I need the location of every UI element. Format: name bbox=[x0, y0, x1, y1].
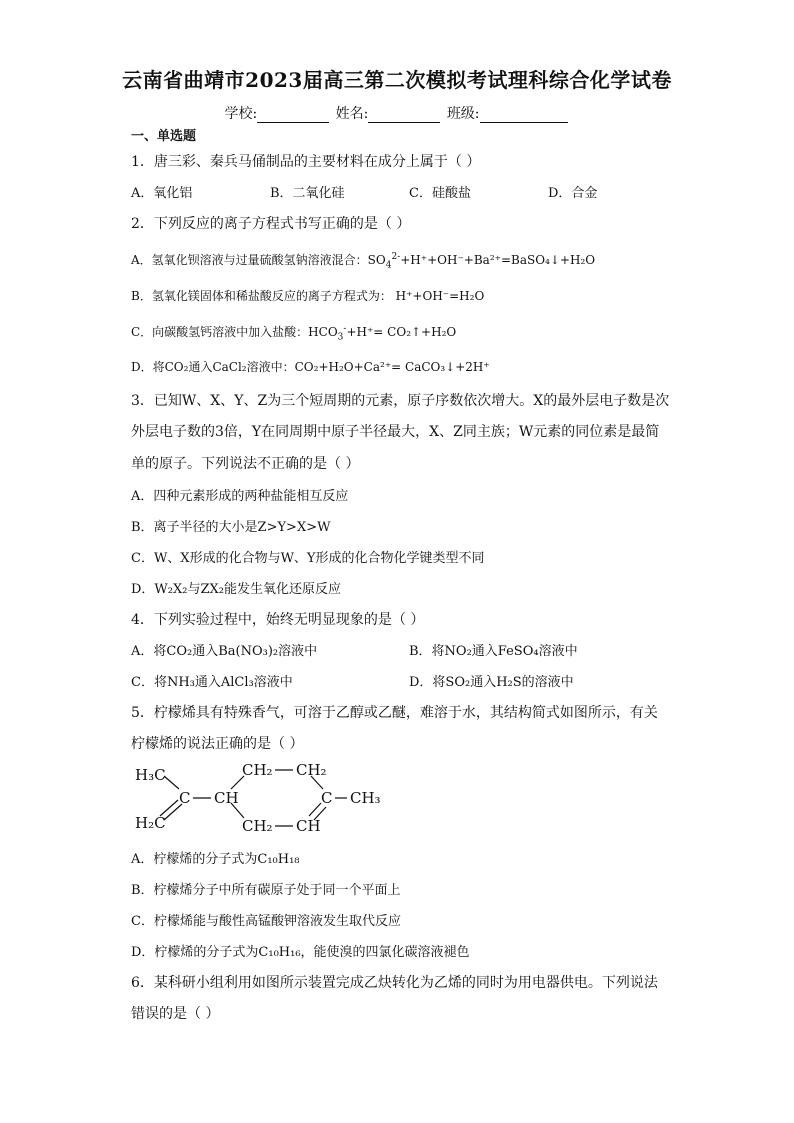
struct-ch2-top-left: CH₂ bbox=[242, 761, 273, 779]
q1-stem: 1．唐三彩、秦兵马俑制品的主要材料在成分上属于（ ） bbox=[131, 154, 481, 170]
struct-ch: CH bbox=[214, 789, 239, 807]
school-blank[interactable] bbox=[257, 108, 329, 123]
q1-option-d: D．合金 bbox=[548, 186, 598, 201]
struct-c1: C bbox=[179, 789, 191, 807]
q1-option-a: A．氧化铝 bbox=[131, 186, 193, 201]
struct-ch2-top-right: CH₂ bbox=[296, 761, 327, 779]
page-title: 云南省曲靖市2023届高三第二次模拟考试理科综合化学试卷 bbox=[122, 68, 672, 92]
q4-stem: 4．下列实验过程中，始终无明显现象的是（ ） bbox=[131, 612, 425, 628]
name-blank[interactable] bbox=[368, 108, 440, 123]
q5-stem-line2: 柠檬烯的说法正确的是（ ） bbox=[131, 736, 304, 752]
q4-option-a: A．将CO₂通入Ba(NO₃)₂溶液中 bbox=[131, 644, 318, 659]
q3-option-c: C．W、X形成的化合物与W、Y形成的化合物化学键类型不同 bbox=[131, 551, 485, 566]
section-heading: 一、单选题 bbox=[131, 129, 197, 144]
q5-option-a: A．柠檬烯的分子式为C₁₀H₁₈ bbox=[131, 852, 300, 867]
q3-option-d: D．W₂X₂与ZX₂能发生氧化还原反应 bbox=[131, 582, 341, 597]
q5-option-c: C．柠檬烯能与酸性高锰酸钾溶液发生取代反应 bbox=[131, 914, 401, 929]
q2-option-d: D．将CO₂通入CaCl₂溶液中：CO₂+H₂O+Ca²⁺= CaCO₃↓+2H⁺ bbox=[131, 360, 490, 374]
q2-stem: 2．下列反应的离子方程式书写正确的是（ ） bbox=[131, 216, 411, 232]
q4-option-b: B．将NO₂通入FeSO₄溶液中 bbox=[409, 644, 578, 659]
struct-h2c: H₂C bbox=[135, 814, 166, 832]
struct-ch2-bottom: CH₂ bbox=[242, 817, 273, 835]
school-label: 学校: bbox=[224, 106, 258, 122]
q4-option-c: C．将NH₃通入AlCl₃溶液中 bbox=[131, 675, 293, 690]
q6-stem-line2: 错误的是（ ） bbox=[131, 1006, 220, 1022]
q4-option-d: D．将SO₂通入H₂S的溶液中 bbox=[409, 675, 574, 690]
q3-stem-line3: 单的原子。下列说法不正确的是（ ） bbox=[131, 456, 360, 472]
q5-option-b: B．柠檬烯分子中所有碳原子处于同一个平面上 bbox=[131, 883, 401, 898]
q2-option-a: A．氢氧化钡溶液与过量硫酸氢钠溶液混合：$SO_4^{2-}+H^++OH^-+Ba^{2+}=BaSO_4↓+H_2O$ bbox=[131, 252, 596, 271]
q3-option-a: A．四种元素形成的两种盐能相互反应 bbox=[131, 489, 349, 504]
q5-stem-line1: 5．柠檬烯具有特殊香气，可溶于乙醇或乙醚，难溶于水，其结构简式如图所示，有关 bbox=[131, 705, 658, 721]
class-label: 班级: bbox=[446, 106, 480, 122]
name-label: 姓名: bbox=[335, 106, 369, 122]
struct-ch-bottom: CH bbox=[296, 817, 321, 835]
struct-c2: C bbox=[321, 789, 333, 807]
student-info bbox=[0, 103, 794, 123]
q2-option-b: B．氢氧化镁固体和稀盐酸反应的离子方程式为： H⁺+OH⁻=H₂O bbox=[131, 289, 485, 303]
struct-ch3: CH₃ bbox=[350, 789, 381, 807]
q2-option-c: C．向碳酸氢钙溶液中加入盐酸：$HCO_3^-+H^+=$ CO₂↑+H₂O bbox=[131, 324, 457, 343]
q3-option-b: B．离子半径的大小是Z>Y>X>W bbox=[131, 520, 331, 535]
q6-stem-line1: 6．某科研小组利用如图所示装置完成乙炔转化为乙烯的同时为用电器供电。下列说法 bbox=[131, 975, 658, 991]
limonene-structure-diagram bbox=[131, 758, 391, 838]
q5-option-d: D．柠檬烯的分子式为C₁₀H₁₆，能使溴的四氯化碳溶液褪色 bbox=[131, 945, 470, 960]
q3-stem-line2: 外层电子数的3倍，Y在同周期中原子半径最大，X、Z同主族；W元素的同位素是最简 bbox=[131, 424, 660, 440]
q1-option-b: B．二氧化硅 bbox=[270, 186, 345, 201]
q1-option-c: C．硅酸盐 bbox=[409, 186, 471, 201]
struct-h3c: H₃C bbox=[135, 766, 166, 784]
q3-stem-line1: 3．已知W、X、Y、Z为三个短周期的元素，原子序数依次增大。X的最外层电子数是次 bbox=[131, 393, 670, 409]
class-blank[interactable] bbox=[480, 108, 568, 123]
